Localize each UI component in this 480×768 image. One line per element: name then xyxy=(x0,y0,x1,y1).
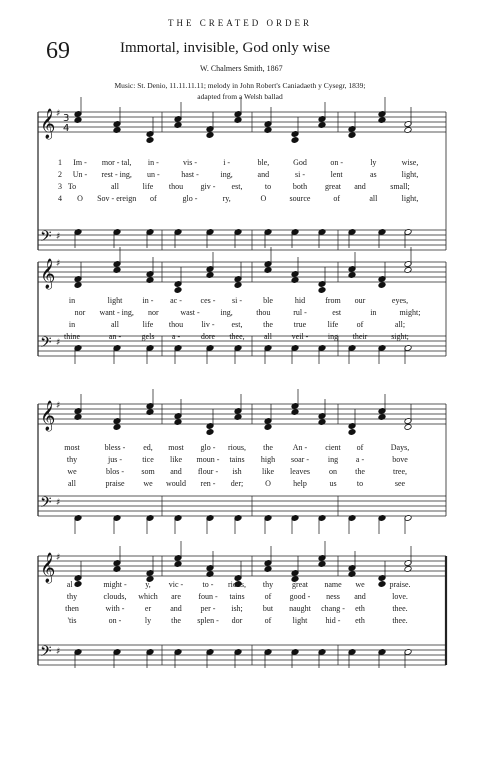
treble-clef-icon: 𝄞 xyxy=(40,259,56,289)
lyric-syllable: gels xyxy=(141,332,155,341)
lyric-syllable: of xyxy=(356,320,364,329)
notehead xyxy=(74,282,82,289)
verse-number: 3 xyxy=(58,182,62,191)
lyric-syllable: in xyxy=(68,296,76,305)
bass-clef-icon: 𝄢 xyxy=(40,228,52,249)
notehead xyxy=(348,429,356,436)
lyric-syllable: dor xyxy=(231,616,243,625)
verse-number: 2 xyxy=(58,170,62,179)
lyric-syllable: like xyxy=(262,467,274,476)
lyric-syllable: of xyxy=(333,194,340,203)
lyric-syllable: in - xyxy=(142,296,154,305)
lyric-syllable: est, xyxy=(231,320,243,329)
lyric-syllable: ly xyxy=(370,158,377,167)
notehead xyxy=(113,267,121,274)
lyric-line xyxy=(0,467,480,479)
lyric-syllable: vic - xyxy=(168,580,184,589)
author-credit: W. Chalmers Smith, 1867 xyxy=(200,64,283,73)
notehead xyxy=(264,267,272,274)
lyric-syllable: tice xyxy=(142,455,154,464)
lyric-syllable: thou xyxy=(168,320,184,329)
lyric-syllable: all xyxy=(111,320,119,329)
notehead xyxy=(174,561,182,568)
lyric-syllable: in xyxy=(68,320,76,329)
notehead xyxy=(174,287,182,294)
lyric-syllable: eth xyxy=(355,616,365,625)
lyric-syllable: y, xyxy=(145,580,151,589)
lyric-syllable: with - xyxy=(105,604,125,613)
lyric-syllable: O xyxy=(265,479,271,488)
lyric-line xyxy=(0,170,480,182)
lyric-syllable: life xyxy=(142,182,154,191)
lyric-syllable: i - xyxy=(223,158,231,167)
lyric-syllable: hid xyxy=(294,296,306,305)
lyric-syllable: splen - xyxy=(197,616,219,625)
lyric-syllable: O xyxy=(77,194,83,203)
lyric-syllable: the xyxy=(263,320,273,329)
lyric-syllable: nor xyxy=(147,308,159,317)
lyric-syllable: est xyxy=(332,308,342,317)
lyric-syllable: see xyxy=(394,479,406,488)
notehead xyxy=(206,571,214,578)
lyric-line xyxy=(0,308,480,320)
lyric-syllable: from xyxy=(325,296,341,305)
lyric-syllable: name xyxy=(324,580,342,589)
lyric-syllable: ing xyxy=(327,332,339,341)
lyric-syllable: light, xyxy=(401,194,419,203)
notehead xyxy=(74,117,82,124)
notehead xyxy=(291,137,299,144)
lyric-syllable: in xyxy=(370,308,377,317)
notehead xyxy=(318,122,326,129)
lyric-syllable: sight; xyxy=(391,332,409,341)
sharp-icon: ♯ xyxy=(56,401,61,411)
lyric-syllable: chang - xyxy=(321,604,345,613)
lyric-syllable: their xyxy=(352,332,368,341)
lyric-syllable: true xyxy=(293,320,307,329)
lyric-syllable: si - xyxy=(232,296,242,305)
bass-clef-icon: 𝄢 xyxy=(40,643,52,664)
notehead xyxy=(206,272,214,279)
lyric-syllable: thee, xyxy=(229,332,245,341)
lyric-syllable: help xyxy=(293,479,307,488)
lyric-syllable: blos - xyxy=(106,467,124,476)
lyric-syllable: clouds, xyxy=(103,592,127,601)
lyric-syllable: the xyxy=(263,443,273,452)
lyric-syllable: to - xyxy=(202,580,214,589)
notehead xyxy=(113,566,121,573)
lyric-syllable: like xyxy=(170,455,182,464)
lyric-syllable: rest - ing, xyxy=(101,170,132,179)
lyric-syllable: rious, xyxy=(228,580,246,589)
sharp-icon: ♯ xyxy=(56,498,61,508)
lyric-line xyxy=(0,443,480,455)
lyric-syllable: the xyxy=(171,616,181,625)
lyric-syllable: might - xyxy=(103,580,127,589)
notehead xyxy=(234,414,242,421)
notehead xyxy=(378,282,386,289)
notehead xyxy=(348,571,356,578)
sharp-icon: ♯ xyxy=(56,338,61,348)
lyric-syllable: ing, xyxy=(220,308,233,317)
lyric-syllable: ish xyxy=(232,467,242,476)
lyric-line xyxy=(0,479,480,491)
lyric-syllable: ry, xyxy=(222,194,231,203)
lyric-syllable: jus - xyxy=(108,455,122,464)
lyric-syllable: source xyxy=(289,194,311,203)
sharp-icon: ♯ xyxy=(56,553,61,563)
notehead xyxy=(404,566,412,573)
lyric-syllable: glo - xyxy=(182,194,198,203)
music-credit-line-2: adapted from a Welsh ballad xyxy=(197,92,283,101)
lyric-syllable: vis - xyxy=(183,158,197,167)
notehead xyxy=(404,127,412,134)
lyric-syllable: most xyxy=(64,443,80,452)
lyric-syllable: want - ing, xyxy=(99,308,134,317)
notehead xyxy=(174,419,182,426)
bass-clef-icon: 𝄢 xyxy=(40,494,52,515)
lyric-syllable: and xyxy=(170,604,182,613)
lyric-syllable: great xyxy=(292,580,308,589)
lyric-syllable: An - xyxy=(292,443,308,452)
lyric-syllable: al - xyxy=(66,580,78,589)
lyric-syllable: life xyxy=(142,320,154,329)
lyric-syllable: praise xyxy=(105,479,125,488)
lyric-syllable: wast - xyxy=(180,308,200,317)
lyric-syllable: love. xyxy=(392,592,408,601)
notehead xyxy=(318,419,326,426)
lyric-syllable: rul - xyxy=(293,308,307,317)
lyric-syllable: hast - xyxy=(181,170,199,179)
lyric-syllable: un - xyxy=(146,170,160,179)
lyric-syllable: ing xyxy=(327,455,339,464)
lyric-syllable: ing, xyxy=(220,170,233,179)
lyric-syllable: great xyxy=(325,182,341,191)
lyric-syllable: tains xyxy=(229,592,245,601)
lyric-syllable: and xyxy=(354,182,366,191)
lyric-syllable: life xyxy=(327,320,339,329)
lyric-syllable: naught xyxy=(289,604,311,613)
lyric-syllable: cient xyxy=(325,443,341,452)
lyric-syllable: both xyxy=(292,182,308,191)
sharp-icon: ♯ xyxy=(56,109,61,119)
lyric-syllable: of xyxy=(356,443,364,452)
lyric-syllable: thy xyxy=(66,455,78,464)
lyric-syllable: the xyxy=(355,467,365,476)
lyric-syllable: on - xyxy=(330,158,343,167)
lyric-line xyxy=(0,592,480,604)
lyric-syllable: mor - tal, xyxy=(101,158,132,167)
lyric-syllable: thee. xyxy=(392,616,408,625)
sharp-icon: ♯ xyxy=(56,647,61,657)
notehead xyxy=(378,117,386,124)
lyric-syllable: Un - xyxy=(72,170,88,179)
lyric-syllable: ish; xyxy=(231,604,243,613)
lyric-syllable: bless - xyxy=(104,443,126,452)
lyric-syllable: might; xyxy=(399,308,421,317)
lyric-syllable: all xyxy=(111,182,119,191)
notehead xyxy=(146,137,154,144)
lyric-syllable: to xyxy=(356,479,364,488)
lyric-syllable: ed, xyxy=(143,443,153,452)
notehead xyxy=(291,409,299,416)
lyric-line xyxy=(0,616,480,628)
lyric-syllable: ness xyxy=(326,592,340,601)
lyric-syllable: thy xyxy=(66,592,78,601)
lyric-syllable: per - xyxy=(200,604,216,613)
notehead xyxy=(348,272,356,279)
lyric-syllable: ces - xyxy=(200,296,216,305)
lyric-syllable: of xyxy=(149,194,157,203)
lyric-syllable: tree, xyxy=(393,467,407,476)
verse-number: 1 xyxy=(58,158,62,167)
lyric-syllable: good - xyxy=(289,592,311,601)
lyric-syllable: as xyxy=(369,170,377,179)
lyric-syllable: thine xyxy=(64,332,80,341)
notehead xyxy=(264,566,272,573)
lyric-syllable: ly xyxy=(144,616,152,625)
lyric-line xyxy=(0,158,480,170)
lyric-line xyxy=(0,296,480,308)
lyric-syllable: hid - xyxy=(325,616,341,625)
sharp-icon: ♯ xyxy=(56,232,61,242)
bass-clef-icon: 𝄢 xyxy=(40,334,52,355)
lyric-syllable: eyes, xyxy=(391,296,409,305)
lyric-syllable: small; xyxy=(390,182,410,191)
notehead xyxy=(206,429,214,436)
lyric-syllable: light xyxy=(292,616,308,625)
lyric-syllable: an - xyxy=(108,332,122,341)
lyric-syllable: wise, xyxy=(401,158,419,167)
lyric-syllable: light, xyxy=(401,170,419,179)
notehead xyxy=(348,132,356,139)
lyric-syllable: all xyxy=(68,479,76,488)
lyric-syllable: foun - xyxy=(198,592,218,601)
time-signature-bottom: 4 xyxy=(63,123,70,134)
lyric-syllable: ble, xyxy=(257,158,270,167)
lyric-syllable: giv - xyxy=(200,182,216,191)
sharp-icon: ♯ xyxy=(56,259,61,269)
notehead xyxy=(146,409,154,416)
hymn-number: 69 xyxy=(46,38,70,64)
lyric-syllable: O xyxy=(260,194,267,203)
lyric-syllable: ble xyxy=(263,296,273,305)
lyric-syllable: to xyxy=(264,182,272,191)
lyric-syllable: est, xyxy=(231,182,243,191)
notehead xyxy=(404,267,412,274)
lyric-syllable: us xyxy=(329,479,337,488)
notehead xyxy=(234,117,242,124)
lyric-syllable: all; xyxy=(394,320,406,329)
music-credit-line-1: Music: St. Denio, 11.11.11.11; melody in John Robert's Caniadaeth y Cysegr, 1839; xyxy=(114,81,366,90)
notehead xyxy=(318,561,326,568)
lyric-syllable: God xyxy=(293,158,307,167)
lyric-syllable: of xyxy=(264,616,272,625)
lyric-syllable: thee. xyxy=(392,604,408,613)
lyric-syllable: To xyxy=(67,182,77,191)
lyric-syllable: nor xyxy=(74,308,86,317)
treble-clef-icon: 𝄞 xyxy=(40,553,56,583)
lyric-syllable: and xyxy=(170,467,182,476)
lyric-syllable: would xyxy=(166,479,186,488)
lyric-syllable: and xyxy=(354,592,366,601)
lyric-syllable: of xyxy=(264,592,272,601)
lyric-syllable: praise. xyxy=(389,580,411,589)
lyric-syllable: Days, xyxy=(390,443,410,452)
lyric-syllable: liv - xyxy=(201,320,215,329)
lyric-line xyxy=(0,320,480,332)
lyric-syllable: on - xyxy=(108,616,122,625)
lyric-syllable: all xyxy=(369,194,378,203)
notehead xyxy=(146,277,154,284)
lyric-syllable: we xyxy=(67,467,77,476)
lyric-syllable: veil - xyxy=(291,332,309,341)
notehead xyxy=(318,287,326,294)
lyric-syllable: all xyxy=(264,332,272,341)
lyric-syllable: are xyxy=(171,592,181,601)
lyric-syllable: on xyxy=(329,467,337,476)
lyric-syllable: thy xyxy=(262,580,274,589)
lyric-syllable: but xyxy=(262,604,274,613)
lyric-syllable: si - xyxy=(295,170,305,179)
lyric-syllable: eth xyxy=(355,604,365,613)
lyric-syllable: ren - xyxy=(200,479,216,488)
notehead xyxy=(206,132,214,139)
lyric-line xyxy=(0,455,480,467)
lyric-syllable: thou xyxy=(256,308,271,317)
notehead xyxy=(74,414,82,421)
lyric-syllable: Im - xyxy=(73,158,87,167)
lyric-syllable: a - xyxy=(355,455,365,464)
lyric-syllable: flour - xyxy=(197,467,219,476)
notehead xyxy=(378,414,386,421)
lyric-syllable: Sov - ereign xyxy=(97,194,137,203)
lyric-syllable: der; xyxy=(230,479,244,488)
hymn-title: Immortal, invisible, God only wise xyxy=(120,40,330,56)
notehead xyxy=(174,122,182,129)
notehead xyxy=(264,424,272,431)
lyric-syllable: thou xyxy=(168,182,184,191)
lyric-line xyxy=(0,580,480,592)
lyric-syllable: glo - xyxy=(200,443,216,452)
lyric-syllable: er xyxy=(144,604,152,613)
time-signature-top: 3 xyxy=(63,113,70,124)
lyric-syllable: then xyxy=(65,604,79,613)
lyric-syllable: our xyxy=(354,296,366,305)
lyric-syllable: dore xyxy=(200,332,216,341)
notehead xyxy=(404,424,412,431)
lyric-syllable: light xyxy=(107,296,123,305)
notehead xyxy=(264,127,272,134)
lyric-syllable: leaves xyxy=(290,467,310,476)
verse-number: 4 xyxy=(58,194,62,203)
lyric-syllable: in - xyxy=(147,158,159,167)
treble-clef-icon: 𝄞 xyxy=(40,109,56,139)
lyric-syllable: lent xyxy=(330,170,343,179)
notehead xyxy=(113,127,121,134)
lyric-line xyxy=(0,182,480,194)
notehead xyxy=(291,277,299,284)
lyric-syllable: rious, xyxy=(228,443,246,452)
lyric-syllable: we xyxy=(355,580,365,589)
lyric-syllable: high xyxy=(260,455,276,464)
lyric-syllable: ac - xyxy=(170,296,182,305)
lyric-syllable: which xyxy=(138,592,158,601)
lyric-syllable: most xyxy=(168,443,184,452)
running-head: THE CREATED ORDER xyxy=(168,18,312,28)
lyric-syllable: a - xyxy=(171,332,181,341)
lyric-syllable: bove xyxy=(392,455,408,464)
notehead xyxy=(234,282,242,289)
lyric-line xyxy=(0,194,480,206)
lyric-syllable: moun - xyxy=(196,455,220,464)
notehead xyxy=(113,424,121,431)
lyric-line xyxy=(0,332,480,344)
treble-clef-icon: 𝄞 xyxy=(40,401,56,431)
lyric-syllable: and xyxy=(257,170,270,179)
lyric-syllable: tains xyxy=(229,455,245,464)
lyric-syllable: 'tis xyxy=(67,616,77,625)
lyric-line xyxy=(0,604,480,616)
lyric-syllable: soar - xyxy=(291,455,309,464)
lyric-syllable: som xyxy=(141,467,155,476)
lyric-syllable: we xyxy=(143,479,153,488)
